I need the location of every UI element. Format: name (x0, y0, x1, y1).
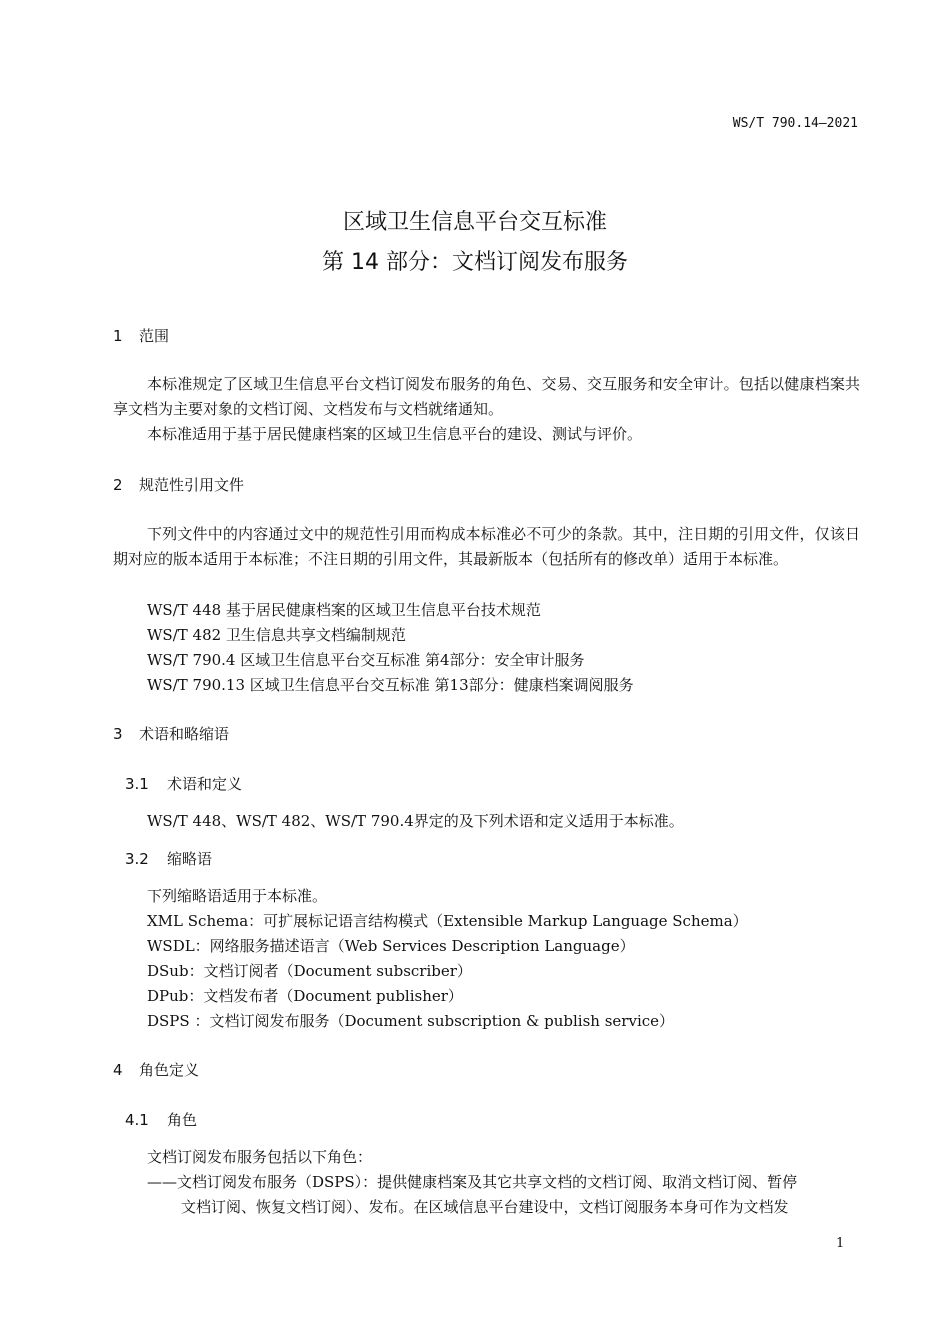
title-line-1: 区域卫生信息平台交互标准 (342, 210, 607, 235)
section-number: 1 (113, 327, 123, 345)
title-line-2: 第 14 部分：文档订阅发布服务 (322, 250, 628, 275)
section-number: 4 (113, 1061, 123, 1079)
page-number: 1 (836, 1236, 845, 1251)
section-3-1-text: WS/T 448、WS/T 482、WS/T 790.4界定的及下列术语和定义适用于本标准。 (147, 812, 684, 830)
section-1-paragraph-1: 本标准规定了区域卫生信息平台文档订阅发布服务的角色、交易、交互服务和安全审计。包括以健康档案共享文档为主要对象的文档订阅、文档发布与文档就绪通知。 (113, 375, 860, 418)
section-3-heading (113, 723, 229, 744)
section-title: 规范性引用文件 (139, 476, 245, 494)
reference-item: WS/T 482 卫生信息共享文档编制规范 (147, 626, 406, 644)
abbreviation-item: WSDL：网络服务描述语言（Web Services Description Language） (147, 937, 635, 955)
subsection-title: 角色 (167, 1111, 198, 1129)
section-number: 2 (113, 476, 123, 494)
subsection-number: 4.1 (125, 1111, 149, 1129)
section-3-2-heading (125, 848, 212, 869)
abbreviation-item: DSub：文档订阅者（Document subscriber） (147, 962, 472, 980)
subsection-number: 3.2 (125, 850, 149, 868)
section-number: 3 (113, 725, 123, 743)
standard-number: WS/T 790.14—2021 (732, 116, 858, 131)
reference-item: WS/T 448 基于居民健康档案的区域卫生信息平台技术规范 (147, 601, 541, 619)
abbreviation-item: DSPS ：文档订阅发布服务（Document subscription & publish service） (147, 1012, 675, 1030)
section-2-heading (113, 474, 244, 495)
reference-item: WS/T 790.4 区域卫生信息平台交互标准 第4部分：安全审计服务 (147, 651, 585, 669)
roles-intro: 文档订阅发布服务包括以下角色： (147, 1148, 373, 1166)
section-title: 角色定义 (139, 1061, 200, 1079)
section-1-heading (113, 325, 169, 346)
abbreviation-item: XML Schema：可扩展标记语言结构模式（Extensible Markup Language Schema） (147, 912, 748, 930)
section-4-heading (113, 1059, 199, 1080)
section-title: 范围 (139, 327, 170, 345)
abbreviations-intro: 下列缩略语适用于本标准。 (147, 887, 328, 905)
subsection-title: 术语和定义 (167, 775, 243, 793)
abbreviation-item: DPub：文档发布者（Document publisher） (147, 987, 463, 1005)
reference-item: WS/T 790.13 区域卫生信息平台交互标准 第13部分：健康档案调阅服务 (147, 676, 634, 694)
section-title: 术语和略缩语 (139, 725, 230, 743)
section-2-paragraph-1: 下列文件中的内容通过文中的规范性引用而构成本标准必不可少的条款。其中，注日期的引用文件，仅该日期对应的版本适用于本标准；不注日期的引用文件，其最新版本（包括所有的修改单）适用于本标准。 (113, 525, 860, 568)
role-item-line-1: ——文档订阅发布服务（DSPS）：提供健康档案及其它共享文档的文档订阅、取消文档订阅、暂停 (147, 1173, 798, 1191)
subsection-number: 3.1 (125, 775, 149, 793)
subsection-title: 缩略语 (167, 850, 213, 868)
section-3-1-heading (125, 773, 242, 794)
role-item-line-2: 文档订阅、恢复文档订阅）、发布。在区域信息平台建设中，文档订阅服务本身可作为文档发 (181, 1198, 789, 1216)
section-4-1-heading (125, 1109, 197, 1130)
section-1-paragraph-2: 本标准适用于基于居民健康档案的区域卫生信息平台的建设、测试与评价。 (147, 425, 643, 443)
